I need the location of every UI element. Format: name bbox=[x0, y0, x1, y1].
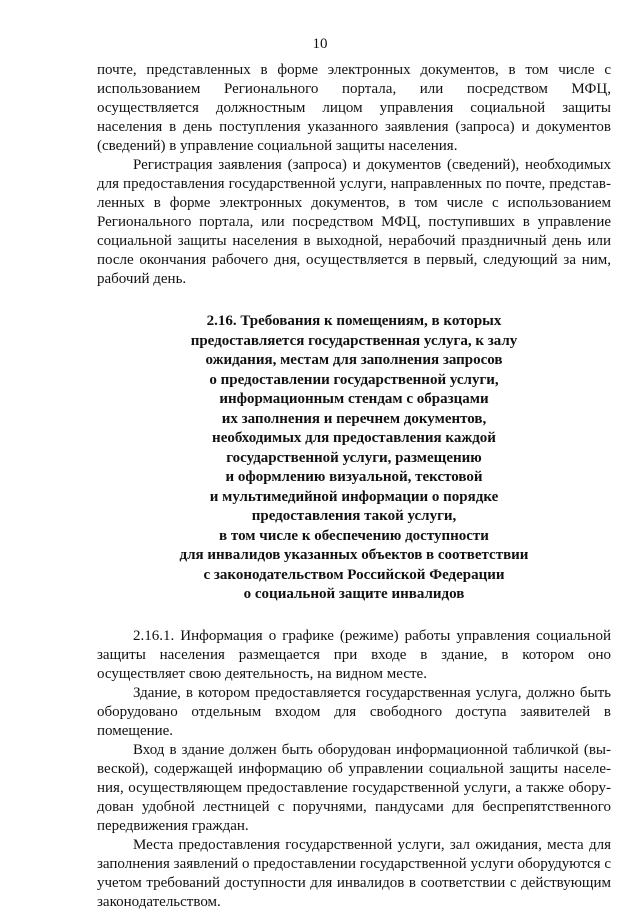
paragraph-service-places: Места предоставления государственной услуги, зал ожидания, места для заполнения заявлений о предоставлении государственной услуги оборудуются с учетом требований доступности для инвалидов в соответствии с действующим законодательством. bbox=[97, 836, 611, 910]
heading-line: для инвалидов указанных объектов в соответствии bbox=[179, 547, 529, 563]
document-body bbox=[97, 61, 611, 912]
heading-line: и мультимедийной информации о порядке bbox=[209, 488, 499, 505]
heading-line: о предоставлении государственной услуги, bbox=[209, 371, 499, 388]
paragraph-building-entrance: Здание, в котором предоставляется государственная услуга, должно быть оборудовано отдельным входом для свободного доступа заявителей в помещение. bbox=[97, 684, 611, 739]
heading-line: предоставляется государственная услуга, к залу bbox=[190, 332, 518, 349]
heading-line: информационным стендам с образцами bbox=[219, 391, 489, 407]
paragraph-continuation: почте, представленных в форме электронных документов, в том числе с использованием Регионального портала, или посредством МФЦ, осуществляется должностным лицом управления социальной защиты населения в день поступления указанного заявления (запроса) и документов (сведений) в управление социальной защиты населения. bbox=[97, 62, 611, 154]
page-number: 10 bbox=[312, 36, 328, 52]
heading-line: в том числе к обеспечению доступности bbox=[219, 527, 489, 544]
paragraph-signage: Вход в здание должен быть оборудован информационной табличкой (вывеской), содержащей информацию об управлении социальной защиты населения, осуществляющем предоставление государственной услуги, а также оборудован удобной лестницей с поручнями, пандусами для беспрепятственного передвижения граждан. bbox=[97, 741, 611, 834]
heading-line: необходимых для предоставления каждой bbox=[212, 430, 496, 446]
section-heading-2-16 bbox=[97, 312, 611, 605]
paragraph-registration: Регистрация заявления (запроса) и документов (сведений), необходимых для предоставления государственной услуги, направленных по почте, представленных в форме электронных документов, в том числе с использованием Регионального портала, или посредством МФЦ, поступивших в управление социальной защиты населения в выходной, нерабочий праздничный день или после окончания рабочего дня, осуществляется в первый, следующий за ним, рабочий день. bbox=[97, 157, 611, 287]
heading-line: предоставления такой услуги, bbox=[251, 508, 457, 524]
heading-line: с законодательством Российской Федерации bbox=[203, 566, 505, 583]
heading-line: о социальной защите инвалидов bbox=[243, 586, 465, 602]
paragraph-2-16-1: 2.16.1. Информация о графике (режиме) работы управления социальной защиты населения размещается при входе в здание, в котором оно осуществляет свою деятельность, на видном месте. bbox=[97, 627, 611, 682]
heading-line: ожидания, местам для заполнения запросов bbox=[205, 352, 503, 368]
heading-line: и оформлению визуальной, текстовой bbox=[225, 469, 483, 485]
heading-line: 2.16. Требования к помещениям, в которых bbox=[206, 313, 502, 329]
heading-line: их заполнения и перечнем документов, bbox=[221, 410, 487, 427]
heading-line: государственной услуги, размещению bbox=[226, 449, 482, 466]
